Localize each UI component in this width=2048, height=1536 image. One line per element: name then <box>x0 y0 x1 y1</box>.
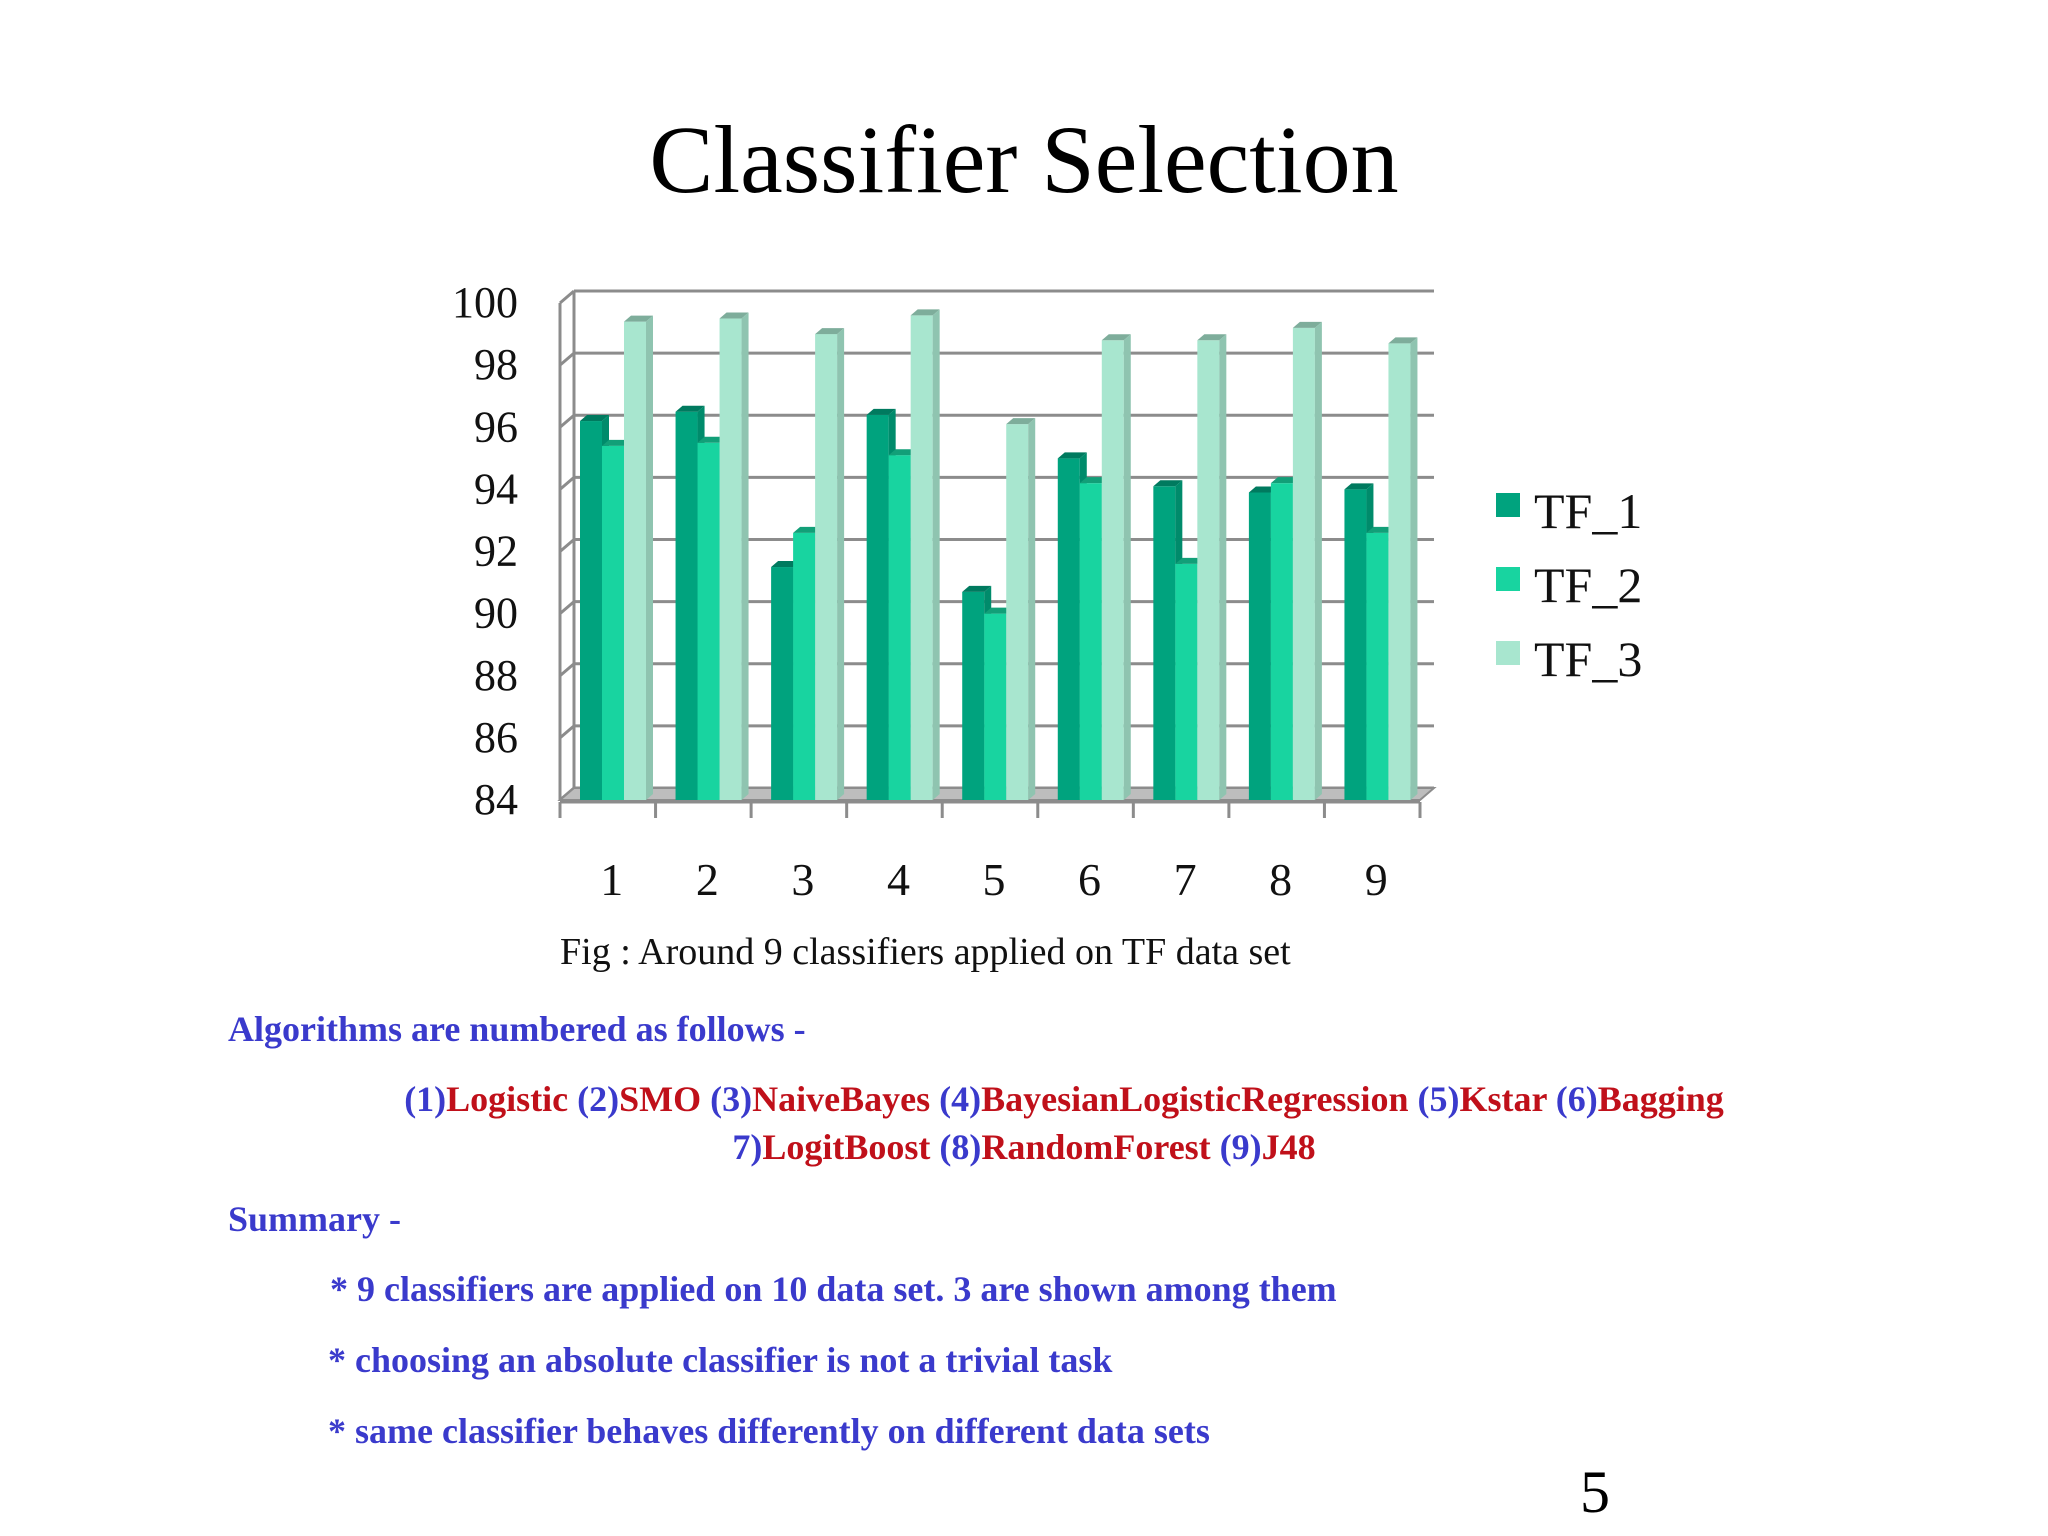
bar-tf3-6 <box>1102 340 1124 800</box>
bar-tf2-1 <box>602 446 624 800</box>
bar-tf3-3 <box>815 334 837 800</box>
bar-tf1-2 <box>676 412 698 800</box>
algorithm-number: (9) <box>1219 1127 1262 1167</box>
legend-swatch-tf1 <box>1496 493 1520 517</box>
bar-tf3-8 <box>1293 328 1315 800</box>
legend-label-tf3: TF_3 <box>1534 631 1643 687</box>
x-tick-label: 2 <box>695 854 719 905</box>
bar-tf1-1 <box>580 421 602 800</box>
bar-tf1-3 <box>771 567 793 800</box>
algorithm-name: Bagging <box>1597 1079 1724 1119</box>
y-tick-label: 94 <box>474 464 518 514</box>
summary-heading: Summary - <box>228 1199 401 1239</box>
x-tick-label: 9 <box>1364 854 1388 905</box>
algorithm-number: (1) <box>404 1079 447 1119</box>
algorithm-number: (5) <box>1417 1079 1460 1119</box>
algorithm-number: (2) <box>577 1079 620 1119</box>
bar-tf2-3 <box>793 533 815 800</box>
algorithm-number: 7) <box>732 1127 763 1167</box>
y-tick-label: 84 <box>474 775 518 824</box>
bar-tf1-7 <box>1153 486 1175 800</box>
legend-swatch-tf3 <box>1496 641 1520 665</box>
algorithm-number: (3) <box>710 1079 753 1119</box>
algorithm-list-line-2 <box>0 1126 2048 1168</box>
x-tick-label: 7 <box>1173 854 1197 905</box>
gridline-depth <box>560 291 574 303</box>
bar-side <box>1315 322 1322 800</box>
x-tick-label: 6 <box>1078 854 1102 905</box>
algorithm-name: Kstar <box>1459 1079 1547 1119</box>
summary-bullet-2: * choosing an absolute classifier is not a trivial task <box>328 1340 1113 1380</box>
bar-side <box>1219 334 1226 800</box>
y-tick-label: 98 <box>474 340 518 390</box>
algorithm-name: LogitBoost <box>762 1127 931 1167</box>
slide-title: Classifier Selection <box>649 106 1399 213</box>
bar-tf3-7 <box>1197 340 1219 800</box>
bar-side <box>1410 337 1417 800</box>
bar-tf1-6 <box>1058 458 1080 800</box>
algorithm-name: SMO <box>619 1079 702 1119</box>
x-tick-label: 5 <box>982 854 1006 905</box>
figure-caption: Fig : Around 9 classifiers applied on TF data set <box>560 931 1291 973</box>
x-tick-label: 4 <box>886 854 910 905</box>
algorithm-name: J48 <box>1261 1127 1316 1167</box>
bar-tf1-5 <box>962 592 984 800</box>
algorithm-name: BayesianLogisticRegression <box>981 1079 1409 1119</box>
bar-side <box>837 328 844 800</box>
page-number: 5 <box>1580 1459 1610 1525</box>
gridline-depth <box>560 664 574 676</box>
summary-bullet-1: * 9 classifiers are applied on 10 data set. 3 are shown among them <box>330 1269 1337 1309</box>
algorithm-name: RandomForest <box>981 1127 1211 1167</box>
algorithm-name: Logistic <box>446 1079 569 1119</box>
bar-tf2-4 <box>889 455 911 800</box>
bar-side <box>1124 334 1131 800</box>
legend-label-tf1: TF_1 <box>1534 483 1643 539</box>
algorithm-number: (8) <box>939 1127 982 1167</box>
x-tick-label: 8 <box>1269 854 1293 905</box>
y-tick-label: 92 <box>474 526 518 576</box>
bar-tf2-8 <box>1271 483 1293 800</box>
bar-tf1-8 <box>1249 492 1271 800</box>
bar-tf3-2 <box>720 319 742 800</box>
bar-tf3-1 <box>624 322 646 800</box>
x-tick-label: 3 <box>791 854 815 905</box>
bar-side <box>1028 418 1035 800</box>
bar-tf3-4 <box>911 315 933 800</box>
bar-tf1-4 <box>867 415 889 800</box>
x-tick-label: 1 <box>600 854 624 905</box>
algorithms-heading: Algorithms are numbered as follows - <box>228 1009 806 1049</box>
y-tick-label: 100 <box>452 278 518 327</box>
bar-side <box>933 309 940 800</box>
gridline-depth <box>560 540 574 552</box>
algorithm-name: NaiveBayes <box>752 1079 931 1119</box>
bar-side <box>646 316 653 800</box>
algorithm-number: (6) <box>1555 1079 1598 1119</box>
y-tick-label: 96 <box>474 402 518 452</box>
bar-tf3-5 <box>1006 424 1028 800</box>
bar-tf2-6 <box>1080 483 1102 800</box>
algorithm-list-line-1 <box>0 1078 2048 1120</box>
bar-tf2-5 <box>984 614 1006 800</box>
legend-swatch-tf2 <box>1496 567 1520 591</box>
bar-tf2-9 <box>1366 533 1388 800</box>
summary-bullet-3: * same classifier behaves differently on different data sets <box>328 1411 1210 1451</box>
y-tick-label: 86 <box>474 712 518 762</box>
bar-tf2-2 <box>698 443 720 800</box>
bar-tf1-9 <box>1344 489 1366 800</box>
legend-label-tf2: TF_2 <box>1534 557 1643 613</box>
y-tick-label: 90 <box>474 588 518 638</box>
gridline-depth <box>560 415 574 427</box>
bar-side <box>742 313 749 800</box>
gridline-depth <box>560 353 574 365</box>
bar-tf3-9 <box>1388 343 1410 800</box>
gridline-depth <box>560 477 574 489</box>
gridline-depth <box>560 726 574 738</box>
algorithm-number: (4) <box>939 1079 982 1119</box>
gridline-depth <box>560 602 574 614</box>
y-tick-label: 88 <box>474 650 518 700</box>
bar-tf2-7 <box>1175 564 1197 800</box>
